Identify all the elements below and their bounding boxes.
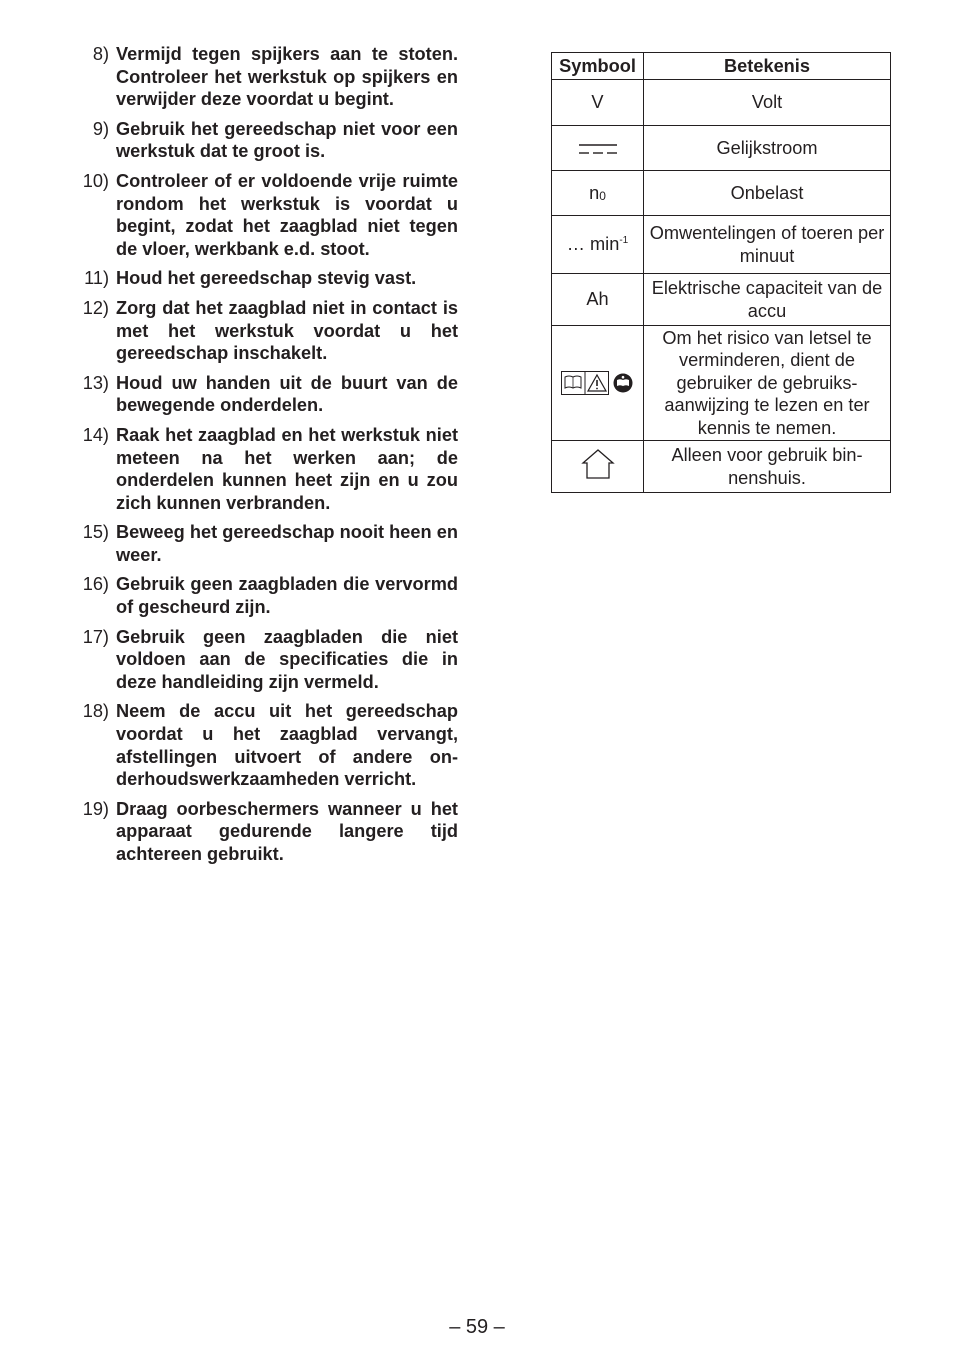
table-row: [552, 326, 891, 441]
item-text: Houd uw handen uit de buurt van de bewegende onderdelen.: [116, 372, 458, 416]
item-text: Zorg dat het zaagblad niet in contact is met het werkstuk voordat u het gereedschap inschakelt.: [116, 297, 458, 364]
symbol-text: … min: [566, 234, 620, 255]
meaning-cell: Om het risico van letsel te verminderen, dient de gebruiker de gebruiksaanwijzing te lezen en ter kennis te nemen.: [644, 326, 891, 441]
symbol-text: V: [591, 92, 604, 113]
table-row: [552, 80, 891, 126]
item-text: Neem de accu uit het gereedschap voordat u het zaagblad vervangt, afstellingen uitvoert of andere onderhoudswerkzaamheden verricht.: [116, 701, 458, 790]
list-item: [70, 170, 458, 260]
mandatory-read-manual-icon: [612, 372, 634, 394]
list-item: [70, 700, 458, 790]
symbol-subscript: 0: [599, 188, 606, 203]
item-number: 11): [84, 268, 109, 289]
item-text: Gebruik het gereedschap niet voor een werkstuk dat te groot is.: [116, 118, 458, 162]
meaning-cell: Onbelast: [644, 171, 891, 216]
list-item: [70, 118, 458, 163]
book-warning-icon: [561, 371, 609, 395]
item-text: Houd het gereedschap stevig vast.: [116, 268, 417, 289]
item-text: Draag oorbeschermers wanneer u het apparaat gedurende langere tijd achtereen gebruikt.: [116, 798, 458, 864]
item-number: 10): [82, 170, 109, 191]
item-text: Gebruik geen zaagbladen die vervormd of gescheurd zijn.: [116, 574, 458, 618]
list-item: [70, 626, 458, 694]
symbol-cell: [552, 274, 644, 326]
item-number: 18): [82, 701, 109, 722]
symbol-text: Ah: [586, 289, 609, 310]
symbol-cell: [552, 126, 644, 171]
meaning-cell: Alleen voor gebruik binnenshuis.: [644, 441, 891, 493]
item-text: Raak het zaagblad en het werkstuk niet meteen na het werken aan; de onderdelen kunnen heet zijn en u zou zich kunnen verbranden.: [116, 424, 458, 513]
read-manual-warning-icons: [561, 371, 634, 395]
meaning-cell: Elektrische capaciteit van de accu: [644, 274, 891, 326]
indoor-house-icon: [580, 448, 616, 480]
item-text: Vermijd tegen spijkers aan te stoten. Controleer het werkstuk op spijkers en verwijder deze voordat u begint.: [116, 44, 458, 110]
symbol-table: [551, 52, 891, 493]
table-header-row: [552, 53, 891, 80]
list-item: [70, 43, 458, 111]
symbol-superscript: -1: [619, 235, 629, 247]
symbol-cell: [552, 216, 644, 274]
symbol-cell: [552, 80, 644, 126]
list-item: [70, 297, 458, 365]
direct-current-icon: [579, 143, 617, 155]
list-item: [70, 424, 458, 514]
item-text: Controleer of er voldoende vrije ruimte rondom het werkstuk is voordat u begint, zodat het zaagblad niet tegen de vloer, werkbank e.d. stoot.: [116, 170, 458, 259]
table-row: [552, 274, 891, 326]
item-text: Beweeg het gereedschap nooit heen en weer.: [116, 522, 458, 565]
symbol-cell: [552, 326, 644, 441]
list-item: [70, 521, 458, 566]
item-number: 9): [92, 118, 109, 139]
symbol-cell: [552, 171, 644, 216]
safety-rules-list: [70, 43, 458, 873]
item-number: 13): [82, 372, 109, 393]
item-number: 12): [82, 297, 109, 318]
list-item: [70, 798, 458, 866]
item-number: 19): [82, 798, 109, 819]
symbol-cell: [552, 441, 644, 493]
table-row: [552, 216, 891, 274]
table-row: [552, 171, 891, 216]
table-row: [552, 126, 891, 171]
item-number: 14): [82, 424, 109, 445]
item-number: 16): [82, 574, 109, 595]
meaning-column-header: Betekenis: [644, 53, 891, 80]
item-text: Gebruik geen zaagbladen die niet voldoen aan de specificaties die in deze handleiding zijn vermeld.: [116, 626, 458, 692]
item-number: 15): [82, 522, 109, 543]
table-row: [552, 441, 891, 493]
meaning-cell: Volt: [644, 80, 891, 126]
item-number: 8): [92, 44, 109, 64]
meaning-cell: Gelijkstroom: [644, 126, 891, 171]
list-item: [70, 573, 458, 618]
meaning-cell: Omwentelingen of toeren per minuut: [644, 216, 891, 274]
list-item: [70, 267, 458, 290]
item-number: 17): [82, 626, 109, 647]
page-number: – 59 –: [449, 1316, 505, 1338]
symbol-column-header: Symbool: [552, 53, 644, 80]
list-item: [70, 372, 458, 417]
symbol-text: n: [589, 182, 600, 203]
